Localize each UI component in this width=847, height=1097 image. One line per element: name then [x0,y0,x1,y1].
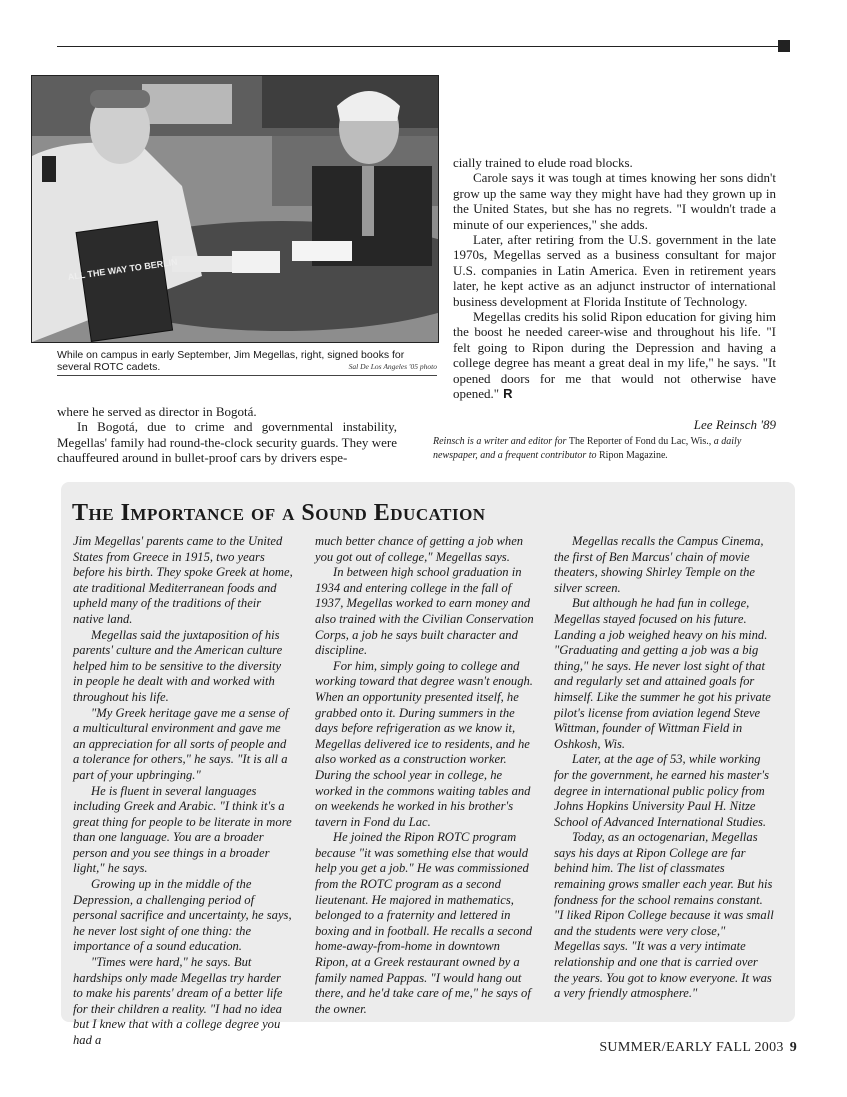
body-paragraph-text: Megellas credits his solid Ripon education for giving him the boost he needed career-wise and throughout his life. "I felt going to Ripon during the Depression and having a college degree has meant a great deal in my life," he says. "It opened doors for me that would not otherwise have opened." [453,309,776,402]
book-cover-title: ALL THE WAY TO BERLIN [67,256,179,283]
photo-megellas-signing-books [31,75,439,343]
bio-publication: Ripon Magazine [599,450,666,461]
left-column-body [57,404,397,466]
body-paragraph: cially trained to elude road blocks. [453,155,633,170]
caption-rule [57,375,437,376]
sidebar-paragraph: Today, as an octogenarian, Megellas says his days at Ripon College are far behind him. The list of classmates remaining grows smaller each year. But his fondness for the school remains constant. "I liked Ripon College because it was small and the students were very close," Megellas says. "It was a very intimate relationship and one that is carried over the years. You got to know everyone. It was a very friendly atmosphere." [554,830,774,1001]
sidebar-paragraph: Growing up in the middle of the Depression, a challenging period of personal sacrifice and uncertainty, he says, he never lost sight of one thing: the importance of a sound education. [73,877,292,954]
body-paragraph: Carole says it was tough at times knowing her sons didn't grow up the same way they might have had they grown up in the United States, but she has no regrets. "I wouldn't trade a minute of our experiences," she adds. [453,170,776,232]
body-paragraph: In Bogotá, due to crime and governmental instability, Megellas' family had round-the-clock security guards. They were chauffeured around in bullet-proof cars by drivers espe- [57,419,397,466]
sidebar-paragraph: He is fluent in several languages including Greek and Arabic. "I think it's a great thing for people to be literate in more than one language. You are a broader person and you see things in a broader light," he says. [73,783,292,876]
body-paragraph: where he served as director in Bogotá. [57,404,257,419]
top-square-ornament [778,40,790,52]
sidebar-paragraph: Megellas recalls the Campus Cinema, the first of Ben Marcus' chain of movie theaters, showing Shirley Temple on the silver screen. [554,534,764,595]
sidebar-paragraph: "My Greek heritage gave me a sense of a multicultural environment and gave me an appreciation for all sorts of people and a tolerance for others," he says. "It is all a part of your upbringing." [73,705,289,782]
caption-text: While on campus in early September, Jim Megellas, right, signed books for several ROTC cadets. [57,349,405,373]
sidebar-column-2 [315,534,535,1017]
sidebar-paragraph: "Times were hard," he says. But hardships only made Megellas try harder to make his parents' dream of a better life for their children a reality. "I had no idea but I knew that with a college degree you had a [73,955,283,1047]
sidebar-column-1 [73,534,293,1049]
author-bio [433,435,776,463]
body-paragraph-last [453,309,776,401]
sidebar-paragraph: much better chance of getting a job when you got out of college," Megellas says. [315,534,524,564]
top-rule [57,46,779,47]
sidebar-paragraph: Later, at the age of 53, while working for the government, he earned his master's degree in international public policy from Johns Hopkins University Paul H. Nitze School of Advanced International Studies. [554,752,770,829]
author-byline: Lee Reinsch '89 [693,417,776,432]
sidebar-title: The Importance of a Sound Education [72,500,486,526]
page-number: 9 [789,1040,797,1055]
sidebar-paragraph: Jim Megellas' parents came to the United States from Greece in 1915, two years before his birth. They spoke Greek at home, ate traditional Mediterranean foods and upheld many of the traditions of their native land. [73,534,293,626]
photo-caption [57,349,437,373]
end-mark: R [503,386,513,402]
right-column-body [453,155,776,402]
sidebar-column-3 [554,534,774,1002]
bio-publication: The Reporter of Fond du Lac, Wis. [568,436,709,447]
bio-text: , a daily newspaper, and a frequent contributor to [433,436,742,461]
body-paragraph: Later, after retiring from the U.S. government in the late 1970s, Megellas served as a business consultant for major U.S. companies in Latin America. Even in retirement years later, he kept active as an adjunct instructor of international business development at Florida Institute of Technology. [453,232,776,309]
sidebar-paragraph: Megellas said the juxtaposition of his parents' culture and the American culture helped him to be sensitive to the diversity in people he dealt with and worked with throughout his life. [73,627,283,704]
issue-label: SUMMER/EARLY FALL 2003 [599,1040,784,1055]
sidebar-paragraph: For him, simply going to college and working toward that degree wasn't enough. When an opportunity presented itself, he grabbed onto it. During summers in the days before refrigeration as we know it, Megellas delivered ice to residents, and he also worked as a construction worker. During the school year in college, he worked in the commons waiting tables and on weekends he worked in his brother's tavern in Fond du Lac. [315,658,533,829]
page-footer [599,1040,797,1056]
sidebar-paragraph: He joined the Ripon ROTC program because "it was something else that would help you get a job." He was commissioned from the ROTC program as a second lieutenant. He majored in mathematics, belonged to a fraternity and lettered in boxing and in football. He recalls a second home-away-from-home in downtown Ripon, at a Greek restaurant owned by a family named Pappas. "I would hang out there, and he'd take care of me," he says of the owner. [315,830,533,1016]
bio-text: . [665,450,668,461]
sidebar-paragraph: But although he had fun in college, Megellas stayed focused on his future. Landing a job weighed heavy on his mind. "Graduating and getting a job was a big thing," he says. He never lost sight of that and regularly set and attained goals for himself. Like the summer he got his private pilot's license from aviation legend Steve Wittman, founder of Wittman Field in Oshkosh, Wis. [554,596,771,751]
bio-text: Reinsch is a writer and editor for [433,436,567,447]
photo-credit: Sal De Los Angeles '05 photo [348,362,437,371]
sidebar-paragraph: In between high school graduation in 1934 and entering college in the fall of 1937, Megellas worked to earn money and also trained with the Civilian Conservation Corps, a job he says built character and discipline. [315,565,534,658]
